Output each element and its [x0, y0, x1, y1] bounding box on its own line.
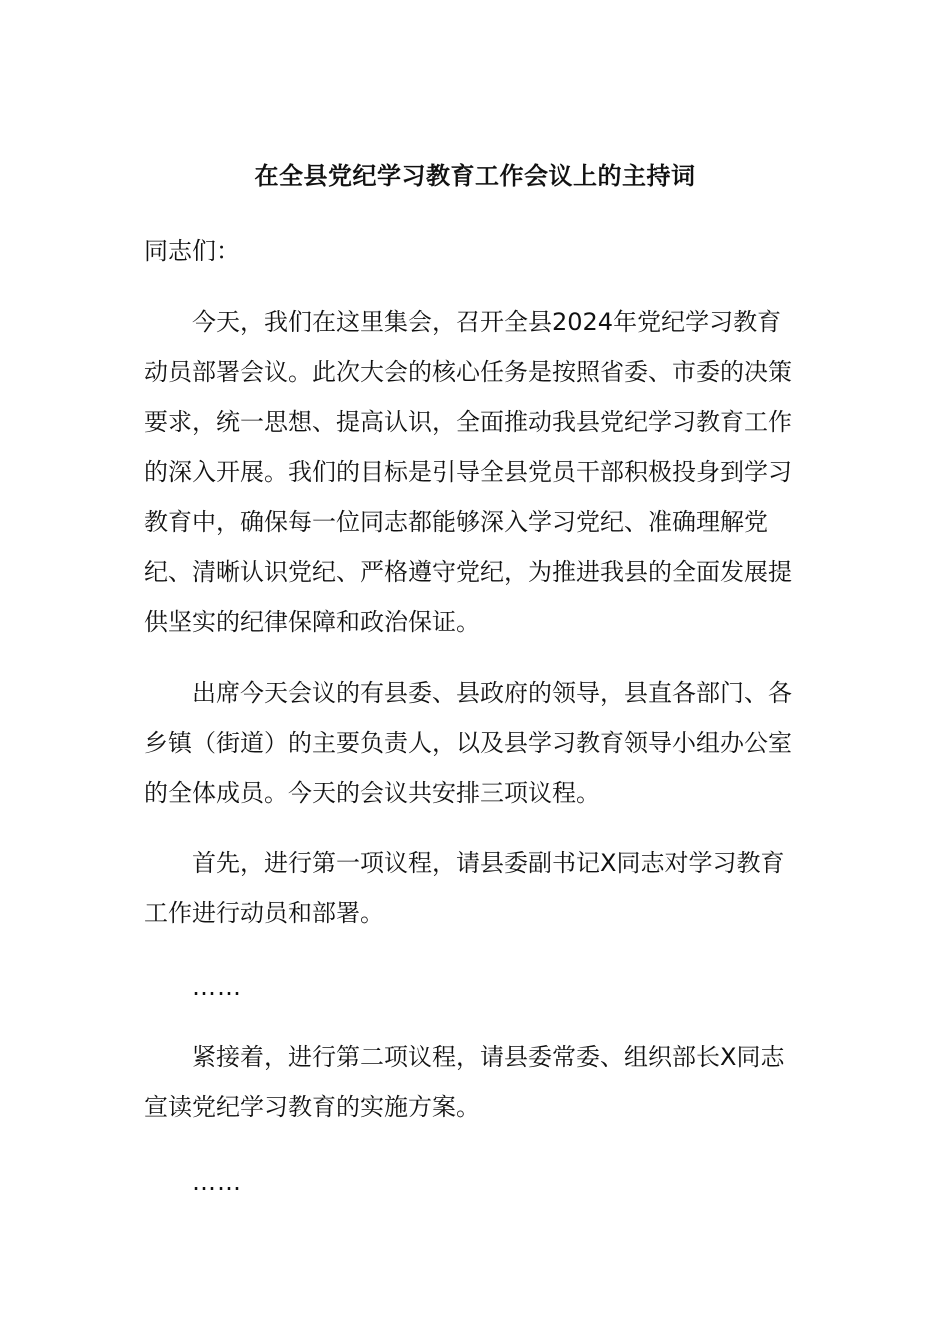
paragraph-agenda-two: 紧接着，进行第二项议程，请县委常委、组织部长X同志宣读党纪学习教育的实施方案。	[144, 1043, 785, 1121]
paragraph-opening: 今天，我们在这里集会，召开全县2024年党纪学习教育动员部署会议。此次大会的核心任务是按照省委、市委的决策要求，统一思想、提高认识，全面推动我县党纪学习教育工作的深入开展。我们的目标是引导全县党员干部积极投身到学习教育中，确保每一位同志都能够深入学习党纪、准确理解党纪、清晰认识党纪、严格遵守党纪，为推进我县的全面发展提供坚实的纪律保障和政治保证。	[144, 308, 792, 636]
ellipsis-one: ……	[192, 973, 242, 1001]
paragraph-attendees: 出席今天会议的有县委、县政府的领导，县直各部门、各乡镇（街道）的主要负责人，以及县学习教育领导小组办公室的全体成员。今天的会议共安排三项议程。	[144, 679, 792, 807]
document-title: 在全县党纪学习教育工作会议上的主持词	[254, 162, 696, 190]
greeting: 同志们：	[144, 237, 240, 265]
ellipsis-two: ……	[192, 1168, 242, 1196]
paragraph-agenda-one: 首先，进行第一项议程，请县委副书记X同志对学习教育工作进行动员和部署。	[144, 849, 785, 927]
